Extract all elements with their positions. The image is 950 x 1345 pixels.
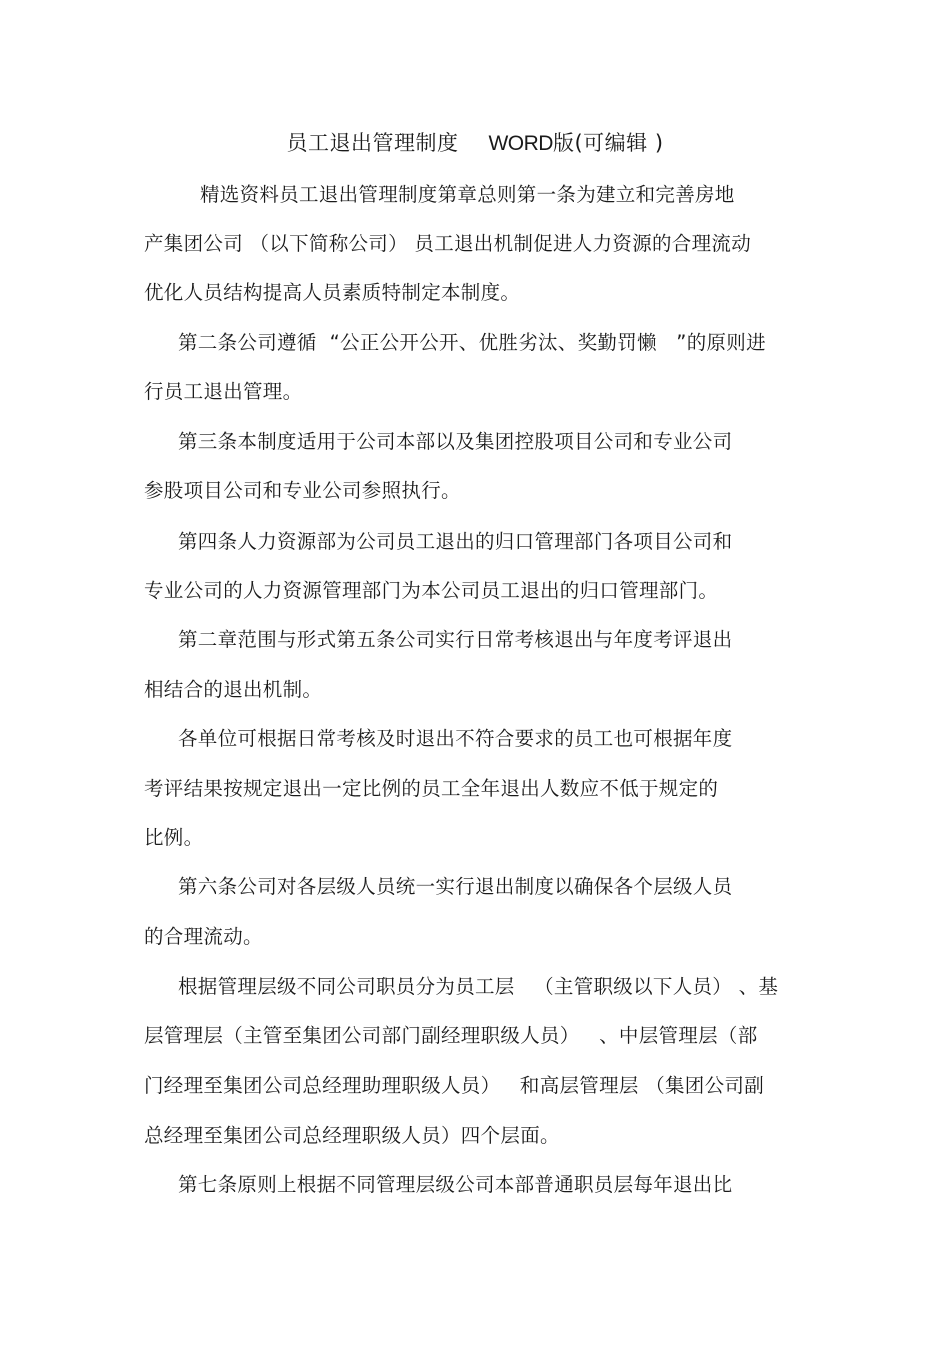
title-word: WORD bbox=[488, 132, 553, 155]
paragraph-4-line-2: 专业公司的人力资源管理部门为本公司员工退出的归口管理部门。 bbox=[144, 579, 719, 602]
paragraph-1-line-3: 优化人员结构提高人员素质特制定本制度。 bbox=[144, 281, 521, 304]
paragraph-8-line-3: 门经理至集团公司总经理助理职级人员） 和高层管理层 （集团公司副 bbox=[144, 1074, 764, 1097]
paragraph-5-line-2: 相结合的退出机制。 bbox=[144, 678, 323, 701]
title-main: 员工退出管理制度 bbox=[286, 131, 459, 155]
document-title bbox=[0, 128, 950, 159]
title-suffix: 版(可编辑 ) bbox=[552, 131, 664, 155]
paragraph-8-line-1: 根据管理层级不同公司职员分为员工层 （主管职级以下人员） 、基 bbox=[178, 975, 779, 998]
paragraph-4-line-1: 第四条人力资源部为公司员工退出的归口管理部门各项目公司和 bbox=[178, 530, 733, 553]
paragraph-6-line-3: 比例。 bbox=[144, 826, 204, 849]
paragraph-3-line-2: 参股项目公司和专业公司参照执行。 bbox=[144, 479, 461, 502]
paragraph-7-line-2: 的合理流动。 bbox=[144, 925, 263, 948]
paragraph-2-line-1: 第二条公司遵循 “公正公开公开、优胜劣汰、奖勤罚懒 ”的原则进 bbox=[178, 331, 766, 354]
paragraph-2-line-2: 行员工退出管理。 bbox=[144, 380, 303, 403]
paragraph-8-line-2: 层管理层（主管至集团公司部门副经理职级人员） 、中层管理层（部 bbox=[144, 1024, 758, 1047]
paragraph-7-line-1: 第六条公司对各层级人员统一实行退出制度以确保各个层级人员 bbox=[178, 875, 733, 898]
paragraph-8-line-4: 总经理至集团公司总经理职级人员）四个层面。 bbox=[144, 1124, 560, 1147]
paragraph-5-line-1: 第二章范围与形式第五条公司实行日常考核退出与年度考评退出 bbox=[178, 628, 733, 651]
paragraph-1-line-1: 精选资料员工退出管理制度第章总则第一条为建立和完善房地 bbox=[200, 183, 735, 206]
paragraph-1-line-2: 产集团公司 （以下简称公司） 员工退出机制促进人力资源的合理流动 bbox=[144, 232, 751, 255]
paragraph-6-line-1: 各单位可根据日常考核及时退出不符合要求的员工也可根据年度 bbox=[178, 727, 733, 750]
paragraph-9-line-1: 第七条原则上根据不同管理层级公司本部普通职员层每年退出比 bbox=[178, 1173, 733, 1196]
paragraph-6-line-2: 考评结果按规定退出一定比例的员工全年退出人数应不低于规定的 bbox=[144, 777, 719, 800]
paragraph-3-line-1: 第三条本制度适用于公司本部以及集团控股项目公司和专业公司 bbox=[178, 430, 733, 453]
